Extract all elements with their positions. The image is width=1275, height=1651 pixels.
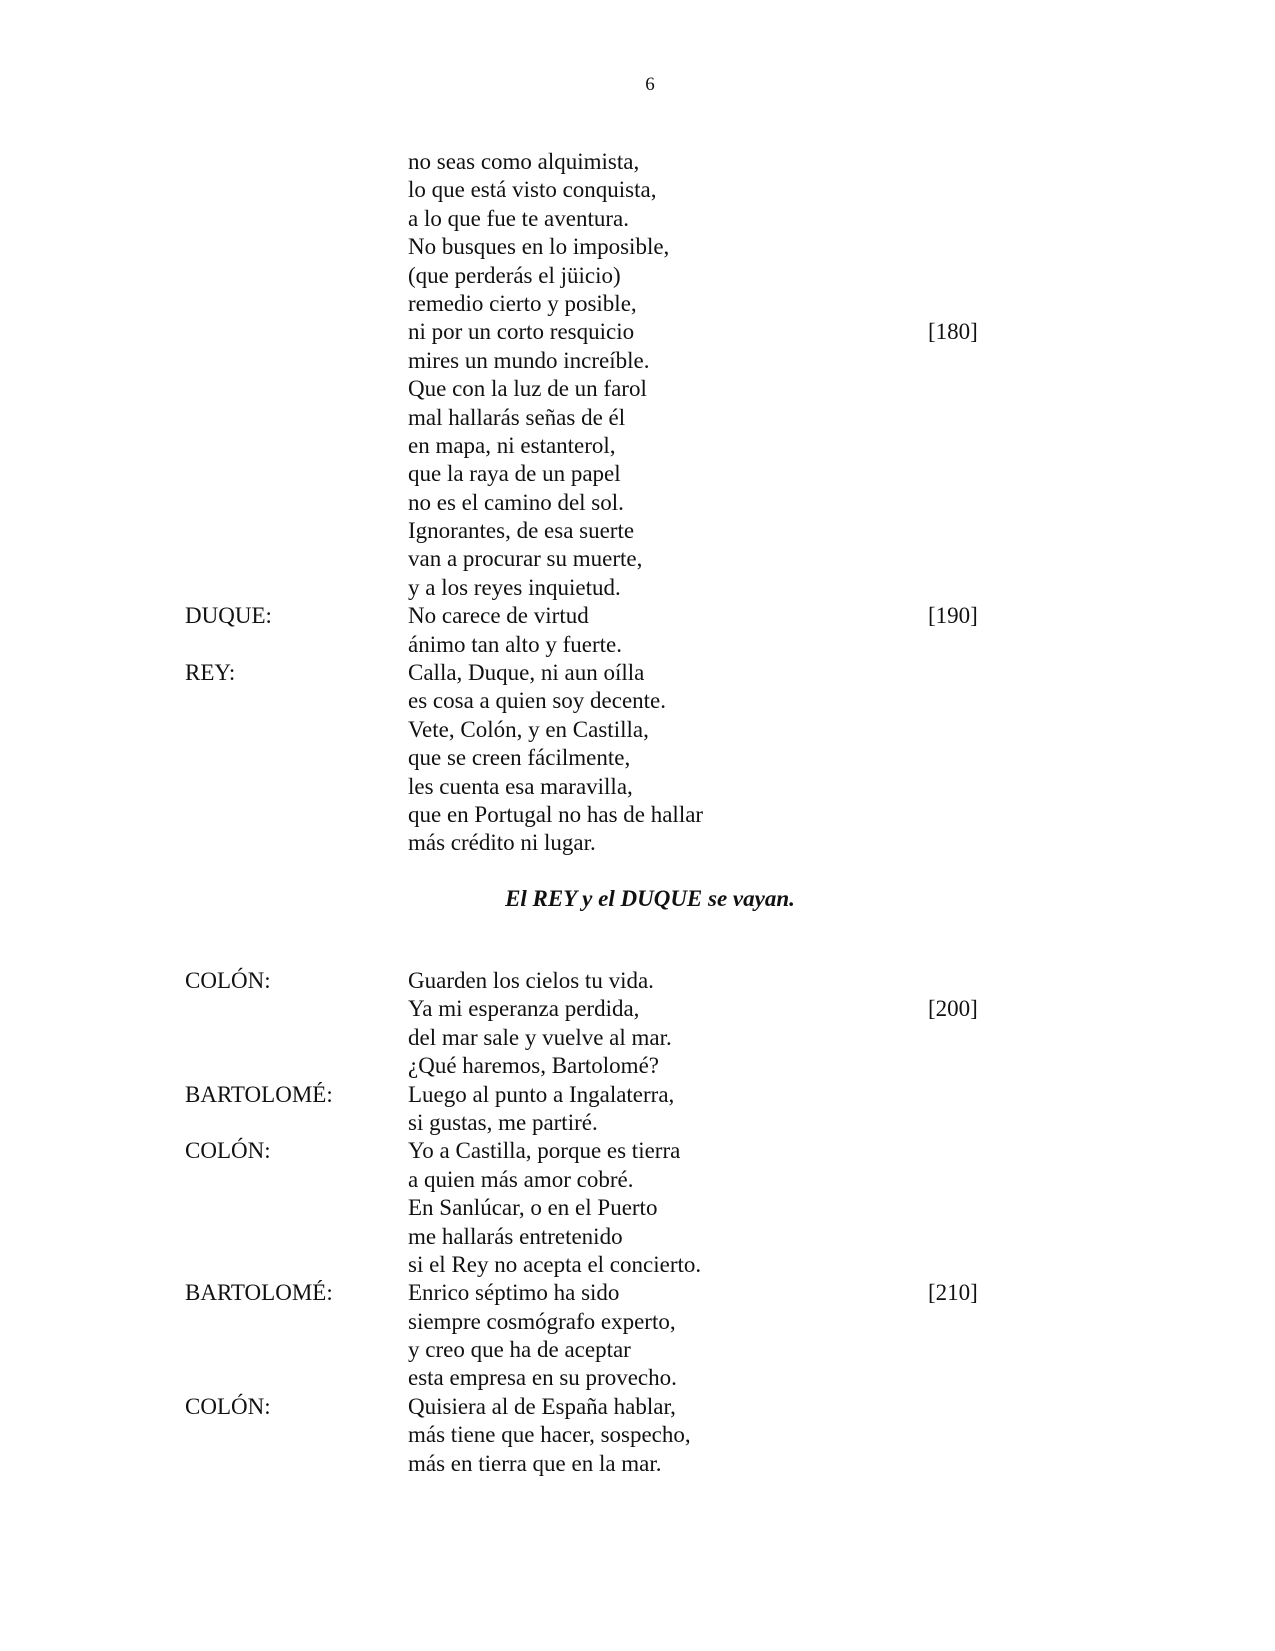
- verse-text: no seas como alquimista,: [408, 149, 640, 174]
- verse-text: No busques en lo imposible,: [408, 234, 670, 260]
- verse-text: ánimo tan alto y fuerte.: [408, 631, 622, 657]
- verse-text: que en Portugal no has de hallar: [408, 801, 704, 827]
- verse-line: [0, 773, 1275, 801]
- verse-text: es cosa a quien soy decente.: [408, 688, 667, 714]
- speaker-name: DUQUE:: [185, 603, 272, 629]
- verse-line: [0, 995, 1275, 1023]
- stage-direction: El REY y el DUQUE se vayan.: [505, 886, 795, 911]
- page-number: 6: [645, 74, 655, 95]
- verse-text: Luego al punto a Ingalaterra,: [408, 1081, 675, 1107]
- verse-line: [0, 1137, 1275, 1165]
- verse-line: [0, 1279, 1275, 1307]
- verse-text: Yo a Castilla, porque es tierra: [408, 1138, 681, 1164]
- line-number: [180]: [928, 319, 978, 345]
- verse-text: Ignorantes, de esa suerte: [408, 518, 635, 544]
- verse-text: en mapa, ni estanterol,: [408, 432, 616, 458]
- verse-line: [0, 1024, 1275, 1052]
- verse-text: si el Rey no acepta el concierto.: [408, 1251, 702, 1277]
- speaker-name: COLÓN:: [185, 1393, 271, 1419]
- verse-text: siempre cosmógrafo experto,: [408, 1308, 676, 1334]
- verse-line: [0, 1223, 1275, 1251]
- verse-line: [0, 1251, 1275, 1279]
- verse-text: ¿Qué haremos, Bartolomé?: [408, 1053, 659, 1079]
- verse-line: [0, 967, 1275, 995]
- verse-text: esta empresa en su provecho.: [408, 1365, 677, 1391]
- verse-text: Que con la luz de un farol: [408, 376, 647, 402]
- verse-text: a lo que fue te aventura.: [408, 205, 629, 231]
- verse-text: (que perderás el jüicio): [408, 262, 621, 288]
- verse-line: [0, 517, 1275, 545]
- verse-line: [0, 829, 1275, 857]
- verse-line: [0, 744, 1275, 772]
- verse-block-1: [0, 148, 1275, 858]
- verse-line: [0, 687, 1275, 715]
- verse-line: [0, 1308, 1275, 1336]
- verse-line: [0, 176, 1275, 204]
- verse-text: me hallarás entretenido: [408, 1223, 623, 1249]
- verse-line: [0, 1194, 1275, 1222]
- verse-line: [0, 602, 1275, 630]
- verse-line: [0, 1336, 1275, 1364]
- verse-block-2: [0, 967, 1275, 1478]
- verse-line: [0, 1450, 1275, 1478]
- verse-line: [0, 404, 1275, 432]
- verse-text: ni por un corto resquicio: [408, 319, 635, 345]
- line-number: [210]: [928, 1280, 978, 1306]
- verse-text: más tiene que hacer, sospecho,: [408, 1422, 691, 1448]
- verse-text: más crédito ni lugar.: [408, 830, 596, 856]
- verse-line: [0, 432, 1275, 460]
- verse-text: no es el camino del sol.: [408, 489, 624, 515]
- verse-line: [0, 1052, 1275, 1080]
- verse-line: [0, 233, 1275, 261]
- speaker-name: BARTOLOMÉ:: [185, 1280, 333, 1306]
- verse-text: Enrico séptimo ha sido: [408, 1280, 620, 1306]
- verse-text: a quien más amor cobré.: [408, 1166, 634, 1192]
- verse-line: [0, 347, 1275, 375]
- verse-line: [0, 1421, 1275, 1449]
- verse-text: les cuenta esa maravilla,: [408, 773, 633, 799]
- verse-text: más en tierra que en la mar.: [408, 1450, 662, 1476]
- verse-line: [0, 205, 1275, 233]
- verse-line: [0, 1166, 1275, 1194]
- verse-line: [0, 318, 1275, 346]
- verse-text: que la raya de un papel: [408, 461, 621, 487]
- speaker-name: COLÓN:: [185, 968, 271, 993]
- verse-text: y creo que ha de aceptar: [408, 1337, 631, 1363]
- verse-text: Quisiera al de España hablar,: [408, 1393, 676, 1419]
- verse-text: van a procurar su muerte,: [408, 546, 643, 572]
- verse-line: [0, 460, 1275, 488]
- verse-line: [0, 1109, 1275, 1137]
- speaker-name: COLÓN:: [185, 1138, 271, 1164]
- verse-text: lo que está visto conquista,: [408, 177, 657, 203]
- speaker-name: REY:: [185, 660, 236, 686]
- verse-text: mal hallarás señas de él: [408, 404, 626, 430]
- line-number: [200]: [928, 996, 978, 1022]
- verse-line: [0, 659, 1275, 687]
- verse-line: [0, 631, 1275, 659]
- verse-line: [0, 574, 1275, 602]
- verse-text: si gustas, me partiré.: [408, 1109, 598, 1135]
- line-number: [190]: [928, 603, 978, 629]
- verse-text: Calla, Duque, ni aun oílla: [408, 660, 645, 686]
- verse-line: [0, 1081, 1275, 1109]
- verse-line: [0, 148, 1275, 176]
- verse-line: [0, 1364, 1275, 1392]
- verse-text: del mar sale y vuelve al mar.: [408, 1024, 672, 1050]
- verse-text: No carece de virtud: [408, 603, 589, 629]
- verse-text: Ya mi esperanza perdida,: [408, 996, 640, 1022]
- verse-text: y a los reyes inquietud.: [408, 574, 621, 600]
- verse-line: [0, 290, 1275, 318]
- verse-line: [0, 489, 1275, 517]
- verse-line: [0, 262, 1275, 290]
- verse-line: [0, 801, 1275, 829]
- verse-text: mires un mundo increíble.: [408, 347, 650, 373]
- verse-text: que se creen fácilmente,: [408, 745, 631, 771]
- verse-line: [0, 375, 1275, 403]
- verse-text: En Sanlúcar, o en el Puerto: [408, 1195, 658, 1221]
- verse-line: [0, 716, 1275, 744]
- verse-line: [0, 1393, 1275, 1421]
- verse-text: remedio cierto y posible,: [408, 290, 637, 316]
- verse-text: Vete, Colón, y en Castilla,: [408, 716, 649, 742]
- verse-line: [0, 545, 1275, 573]
- verse-text: Guarden los cielos tu vida.: [408, 968, 654, 993]
- speaker-name: BARTOLOMÉ:: [185, 1081, 333, 1107]
